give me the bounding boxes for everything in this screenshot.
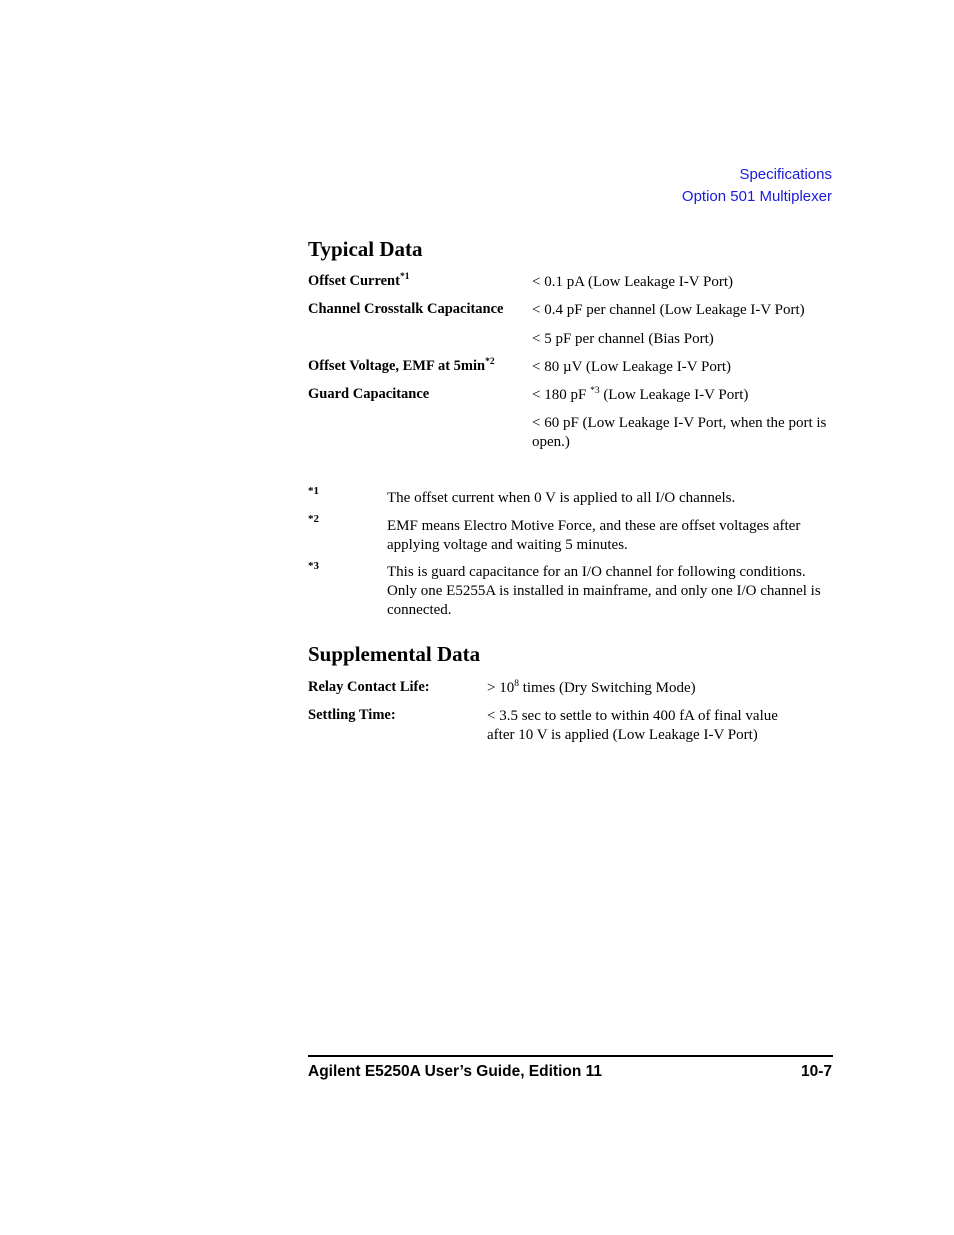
crosstalk-capacitance-value-2: < 5 pF per channel (Bias Port) xyxy=(532,331,714,347)
crosstalk-capacitance-label: Channel Crosstalk Capacitance xyxy=(308,301,504,317)
offset-current-label: Offset Current$^{*1}$ xyxy=(308,272,410,289)
header-subsection-title: Option 501 Multiplexer xyxy=(681,188,832,205)
settling-time-label: Settling Time: xyxy=(308,707,396,723)
guard-capacitance-label: Guard Capacitance xyxy=(308,386,430,402)
relay-contact-life-value: > $10^8$ times (Dry Switching Mode) xyxy=(487,679,696,696)
footnote-ref-1: *1 xyxy=(399,272,410,282)
footnote-text-2: EMF means Electro Motive Force, and these are offset voltages after applying voltage and waiting 5 minutes. xyxy=(387,518,801,553)
relay-contact-life-label: Relay Contact Life: xyxy=(308,679,430,695)
footnote-ref-2: *2 xyxy=(485,357,495,367)
crosstalk-capacitance-value-1: < 0.4 pF per channel (Low Leakage I-V Port) xyxy=(532,302,805,318)
footnote-text-1: The offset current when 0 V is applied to all I/O channels. xyxy=(387,490,736,506)
footer-page-number: 10-7 xyxy=(800,1063,832,1080)
offset-voltage-label: Offset Voltage, EMF at $5\min^{*2}$ xyxy=(308,357,495,374)
offset-voltage-value: < 80 µV (Low Leakage I-V Port) xyxy=(532,359,731,375)
guard-capacitance-value-2: < 60 pF (Low Leakage I-V Port, when the port is open.) xyxy=(532,415,827,450)
footnote-text-3: This is guard capacitance for an I/O channel for following conditions. Only one E5255A is installed in mainframe, and only one I/O channel is connected. xyxy=(387,564,821,618)
exponent: 8 xyxy=(514,679,519,689)
footer-rule xyxy=(308,1055,833,1057)
footnote-mark-1: *1 xyxy=(308,485,319,497)
footnote-mark-3: *3 xyxy=(308,560,319,572)
supplemental-data-heading: Supplemental Data xyxy=(308,642,481,666)
footer-document-title: Agilent E5250A User’s Guide, Edition 11 xyxy=(308,1063,603,1080)
footnote-ref-3: *3 xyxy=(590,386,600,396)
guard-capacitance-value-1: < 180 pF $^{*3}$ (Low Leakage I-V Port) xyxy=(532,386,749,403)
typical-data-heading: Typical Data xyxy=(308,237,423,261)
settling-time-value: < 3.5 sec to settle to within 400 fA of final value after 10 V is applied (Low Leakage I-V Port) xyxy=(487,708,778,743)
header-section-title: Specifications xyxy=(739,166,832,183)
offset-current-value: < 0.1 pA (Low Leakage I-V Port) xyxy=(532,274,734,290)
footnote-mark-2: *2 xyxy=(308,513,319,525)
